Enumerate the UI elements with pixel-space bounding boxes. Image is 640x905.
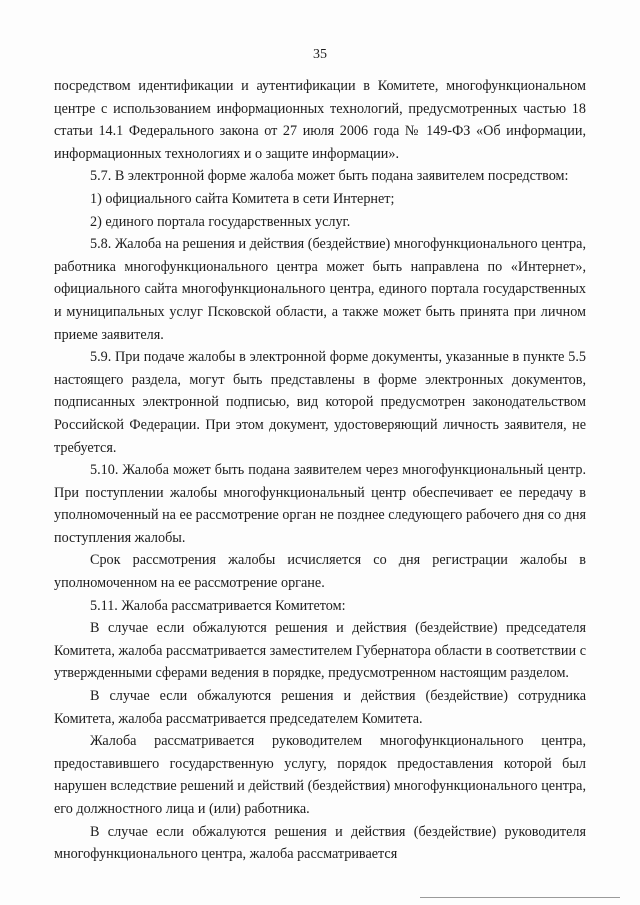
paragraph-5-10: 5.10. Жалоба может быть подана заявителем через многофункциональный центр. При поступлении жалобы многофункциональный центр обеспечивает ее передачу в уполномоченный на ее рассмотрение орган не позднее следующего рабочего дня со дня поступления жалобы. (54, 462, 586, 546)
paragraph-review-term: Срок рассмотрения жалобы исчисляется со дня регистрации жалобы в уполномоченном на ее рассмотрение органе. (54, 552, 586, 592)
paragraph-mfc-complaint: Жалоба рассматривается руководителем многофункционального центра, предоставившего государственную услугу, порядок предоставления которой был нарушен вследствие решений и действий (бездействия) многофункционального центра, его должностного лица и (или) работника. (54, 733, 586, 817)
document-body (54, 75, 586, 866)
paragraph-5-8: 5.8. Жалоба на решения и действия (бездействие) многофункционального центра, работника многофункционального центра может быть направлена по «Интернет», официального сайта многофункционального центра, единого портала государственных и муниципальных услуг Псковской области, а также может быть принята при личном приеме заявителя. (54, 236, 586, 343)
page-number: 35 (313, 47, 327, 62)
paragraph-5-7-item-2: 2) единого портала государственных услуг. (90, 213, 351, 230)
paragraph-mfc-head-complaint: В случае если обжалуются решения и действия (бездействие) руководителя многофункционального центра, жалоба рассматривается (54, 823, 586, 863)
paragraph-employee-complaint: В случае если обжалуются решения и действия (бездействие) сотрудника Комитета, жалоба рассматривается председателем Комитета. (54, 688, 586, 727)
scan-edge-line (420, 897, 620, 898)
paragraph-continuation: посредством идентификации и аутентификации в Комитете, многофункциональном центре с использованием информационных технологий, предусмотренных частью 18 статьи 14.1 Федерального закона от 27 июля 2006 года № 149-ФЗ «Об информации, информационных технологиях и о защите информации». (54, 78, 586, 162)
paragraph-5-11: 5.11. Жалоба рассматривается Комитетом: (90, 597, 346, 614)
paragraph-5-9: 5.9. При подаче жалобы в электронной форме документы, указанные в пункте 5.5 настоящего раздела, могут быть представлены в форме электронных документов, подписанных электронной подписью, вид которой предусмотрен законодательством Российской Федерации. При этом документ, удостоверяющий личность заявителя, не требуется. (54, 349, 586, 456)
paragraph-chairman-complaint: В случае если обжалуются решения и действия (бездействие) председателя Комитета, жалоба рассматривается заместителем Губернатора области в соответствии с утвержденными сферами ведения в порядке, предусмотренном настоящим разделом. (54, 620, 586, 682)
paragraph-5-7-item-1: 1) официального сайта Комитета в сети Интернет; (90, 190, 395, 207)
paragraph-5-7: 5.7. В электронной форме жалоба может быть подана заявителем посредством: (90, 168, 569, 185)
